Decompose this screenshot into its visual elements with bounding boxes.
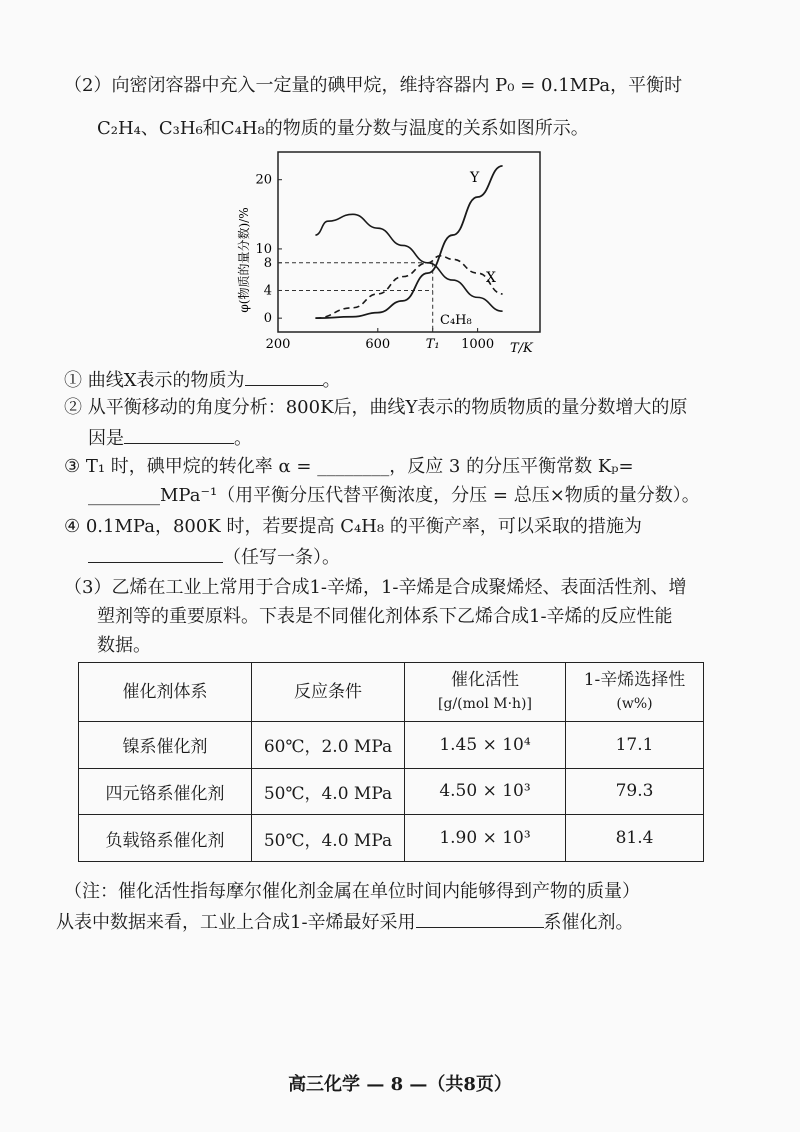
header-selectivity-unit: (w%)	[616, 696, 653, 712]
y-tick-label: 20	[255, 172, 272, 188]
cell-selectivity: 81.4	[566, 815, 704, 862]
q4-answer-blank[interactable]	[88, 544, 223, 563]
question-2-line1: ② 从平衡移动的角度分析：800K后，曲线Y表示的物质物质的量分数增大的原	[64, 397, 688, 418]
header-activity	[405, 663, 566, 722]
series-x-curve	[315, 256, 502, 318]
final-answer-blank[interactable]	[416, 909, 544, 928]
table-row	[79, 768, 704, 815]
question-4-line1: ④ 0.1MPa，800K 时，若要提高 C₄H₈ 的平衡产率，可以采取的措施为	[64, 516, 642, 537]
header-conditions: 反应条件	[252, 663, 405, 722]
q3-intro-line2: 塑剂等的重要原料。下表是不同催化剂体系下乙烯合成1-辛烯的反应性能	[97, 606, 673, 627]
x-axis-label: T/K	[510, 341, 533, 356]
header-catalyst: 催化剂体系	[79, 663, 252, 722]
cell-activity: 4.50 × 10³	[405, 768, 566, 815]
header-activity-unit: [g/(mol M·h)]	[438, 696, 532, 712]
cell-conditions: 60℃，2.0 MPa	[252, 722, 405, 769]
final-text: 从表中数据来看，工业上合成1-辛烯最好采用	[56, 912, 416, 933]
q1-suffix: 。	[322, 370, 341, 391]
q2-text: 因是	[88, 428, 124, 449]
cell-selectivity: 17.1	[566, 722, 704, 769]
table-header-row	[79, 663, 704, 722]
y-tick-label: 4	[263, 283, 272, 299]
series-y-curve	[315, 166, 502, 318]
table-note: （注：催化活性指每摩尔催化剂金属在单位时间内能够得到产物的质量）	[64, 881, 640, 902]
cell-catalyst: 负载铬系催化剂	[79, 815, 252, 862]
q4-suffix: （任写一条）。	[223, 547, 340, 568]
series-label-x: X	[486, 270, 496, 286]
mole-fraction-chart	[230, 140, 560, 365]
question-4-line2	[88, 544, 340, 570]
q2-answer-blank[interactable]	[124, 425, 234, 444]
y-tick-label: 0	[263, 311, 272, 327]
header-activity-label: 催化活性	[451, 670, 519, 690]
table-row	[79, 815, 704, 862]
question-3-line2: ________MPa⁻¹（用平衡分压代替平衡浓度，分压 = 总压×物质的量分数）。	[88, 485, 700, 506]
question-3-line1: ③ T₁ 时，碘甲烷的转化率 α = ________，反应 3 的分压平衡常数 Kₚ=	[64, 456, 634, 477]
cell-activity: 1.90 × 10³	[405, 815, 566, 862]
cell-conditions: 50℃，4.0 MPa	[252, 768, 405, 815]
question-1	[64, 367, 341, 393]
cell-catalyst: 镍系催化剂	[79, 722, 252, 769]
question-2-line2	[88, 425, 252, 451]
table-row	[79, 722, 704, 769]
series-label-c4h8: C₄H₈	[440, 313, 472, 328]
cell-activity: 1.45 × 10⁴	[405, 722, 566, 769]
x-tick-label: 200	[265, 337, 291, 352]
q1-text: ① 曲线X表示的物质为	[64, 370, 245, 391]
cell-conditions: 50℃，4.0 MPa	[252, 815, 405, 862]
q2-suffix: 。	[234, 428, 252, 449]
series-label-y: Y	[470, 170, 480, 186]
header-selectivity-label: 1-辛烯选择性	[583, 670, 686, 690]
header-selectivity	[566, 663, 704, 722]
q3-intro-line1: （3）乙烯在工业上常用于合成1-辛烯，1-辛烯是合成聚烯烃、表面活性剂、增	[64, 577, 687, 598]
q2-intro-line2: C₂H₄、C₃H₆和C₄H₈的物质的量分数与温度的关系如图所示。	[97, 118, 589, 139]
q1-answer-blank[interactable]	[245, 367, 323, 386]
x-tick-label: T₁	[425, 337, 440, 352]
y-axis-label: φ(物质的量分数)/%	[237, 207, 251, 313]
chart-frame	[278, 152, 540, 332]
q3-intro-line3: 数据。	[97, 635, 151, 656]
y-tick-label: 10	[255, 241, 272, 257]
x-tick-label: 600	[365, 337, 391, 352]
page-footer: 高三化学 — 8 —（共8页）	[288, 1074, 512, 1095]
final-suffix: 系催化剂。	[543, 912, 634, 933]
x-tick-label: 1000	[461, 337, 495, 352]
final-question	[56, 909, 634, 935]
y-tick-label: 8	[263, 255, 272, 271]
q2-intro-line1: （2）向密闭容器中充入一定量的碘甲烷，维持容器内 P₀ = 0.1MPa，平衡时	[64, 75, 683, 96]
cell-catalyst: 四元铬系催化剂	[79, 768, 252, 815]
catalyst-table	[78, 662, 704, 862]
cell-selectivity: 79.3	[566, 768, 704, 815]
